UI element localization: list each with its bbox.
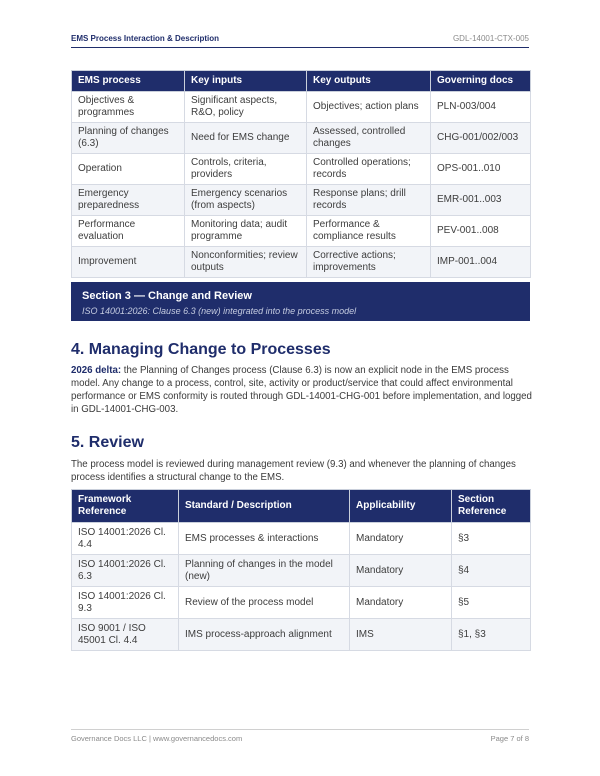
table-cell: IMP-001..004	[431, 247, 531, 278]
table-cell: Mandatory	[350, 587, 452, 619]
column-header-docs: Governing docs	[431, 71, 531, 92]
table-row	[72, 619, 531, 651]
framework-table	[71, 489, 531, 651]
table-cell: Emergency scenarios (from aspects)	[185, 185, 307, 216]
table-cell: CHG-001/002/003	[431, 123, 531, 154]
delta-label: 2026 delta:	[71, 365, 122, 376]
section-4-text: the Planning of Changes process (Clause 6.3) is now an explicit node in the EMS process model. Any change to a process, control, site, activity or product/service that could affect environmental performance or EMS conformity is routed through GDL-14001-CHG-001 before implementation, and logged in GDL-14001-CHG-003.	[71, 365, 532, 415]
table-cell: Performance evaluation	[72, 216, 185, 247]
table-cell: §5	[452, 587, 531, 619]
table-row	[72, 587, 531, 619]
page-header	[71, 34, 529, 48]
table-cell: Performance & compliance results	[307, 216, 431, 247]
section-3-banner	[71, 282, 530, 321]
table-header-row	[72, 490, 531, 523]
table-cell: PEV-001..008	[431, 216, 531, 247]
table-row	[72, 555, 531, 587]
section-4-paragraph	[71, 364, 533, 416]
table-cell: PLN-003/004	[431, 92, 531, 123]
section-5-paragraph: The process model is reviewed during management review (9.3) and whenever the planning of changes process identifies a structural change to the EMS.	[71, 459, 516, 483]
table-cell: Review of the process model	[179, 587, 350, 619]
process-table	[71, 70, 531, 278]
section-3-title: Section 3 — Change and Review	[82, 290, 252, 302]
header-doc-code: GDL-14001-CTX-005	[452, 34, 529, 43]
column-header-process: EMS process	[72, 71, 185, 92]
table-cell: ISO 14001:2026 Cl. 9.3	[72, 587, 179, 619]
section-4-heading: 4. Managing Change to Processes	[71, 341, 331, 358]
table-cell: Assessed, controlled changes	[307, 123, 431, 154]
table-cell: §1, §3	[452, 619, 531, 651]
table-cell: §4	[452, 555, 531, 587]
table-row	[72, 523, 531, 555]
page-footer	[71, 729, 529, 743]
table-row	[72, 216, 531, 247]
table-cell: EMS processes & interactions	[179, 523, 350, 555]
table-cell: Response plans; drill records	[307, 185, 431, 216]
table-cell: Improvement	[72, 247, 185, 278]
table-cell: Monitoring data; audit programme	[185, 216, 307, 247]
table-cell: Need for EMS change	[185, 123, 307, 154]
table-cell: EMR-001..003	[431, 185, 531, 216]
table-cell: Objectives & programmes	[72, 92, 185, 123]
table-cell: Nonconformities; review outputs	[185, 247, 307, 278]
table-cell: OPS-001..010	[431, 154, 531, 185]
table-cell: Corrective actions; improvements	[307, 247, 431, 278]
table-cell: ISO 14001:2026 Cl. 4.4	[72, 523, 179, 555]
table-row	[72, 92, 531, 123]
table-cell: ISO 14001:2026 Cl. 6.3	[72, 555, 179, 587]
table-cell: IMS process-approach alignment	[179, 619, 350, 651]
column-header-outputs: Key outputs	[307, 71, 431, 92]
table-header-row	[72, 71, 531, 92]
column-header-standard: Standard / Description	[179, 490, 350, 523]
table-row	[72, 123, 531, 154]
column-header-framework: Framework Reference	[72, 490, 179, 523]
table-cell: Mandatory	[350, 523, 452, 555]
table-cell: Planning of changes (6.3)	[72, 123, 185, 154]
table-cell: Mandatory	[350, 555, 452, 587]
header-title: EMS Process Interaction & Description	[71, 34, 220, 43]
table-cell: ISO 9001 / ISO 45001 Cl. 4.4	[72, 619, 179, 651]
column-header-section-ref: Section Reference	[452, 490, 531, 523]
table-cell: IMS	[350, 619, 452, 651]
table-cell: Controls, criteria, providers	[185, 154, 307, 185]
table-cell: Operation	[72, 154, 185, 185]
table-cell: Emergency preparedness	[72, 185, 185, 216]
column-header-inputs: Key inputs	[185, 71, 307, 92]
table-row	[72, 154, 531, 185]
table-cell: Planning of changes in the model (new)	[179, 555, 350, 587]
section-5-heading: 5. Review	[71, 434, 144, 451]
table-row	[72, 247, 531, 278]
footer-company: Governance Docs LLC | www.governancedocs.com	[71, 734, 243, 743]
table-row	[72, 185, 531, 216]
table-cell: Controlled operations; records	[307, 154, 431, 185]
table-cell: Significant aspects, R&O, policy	[185, 92, 307, 123]
table-cell: Objectives; action plans	[307, 92, 431, 123]
page-number: Page 7 of 8	[490, 734, 529, 743]
table-cell: §3	[452, 523, 531, 555]
section-3-subtitle: ISO 14001:2026: Clause 6.3 (new) integrated into the process model	[82, 306, 357, 316]
column-header-applicability: Applicability	[350, 490, 452, 523]
